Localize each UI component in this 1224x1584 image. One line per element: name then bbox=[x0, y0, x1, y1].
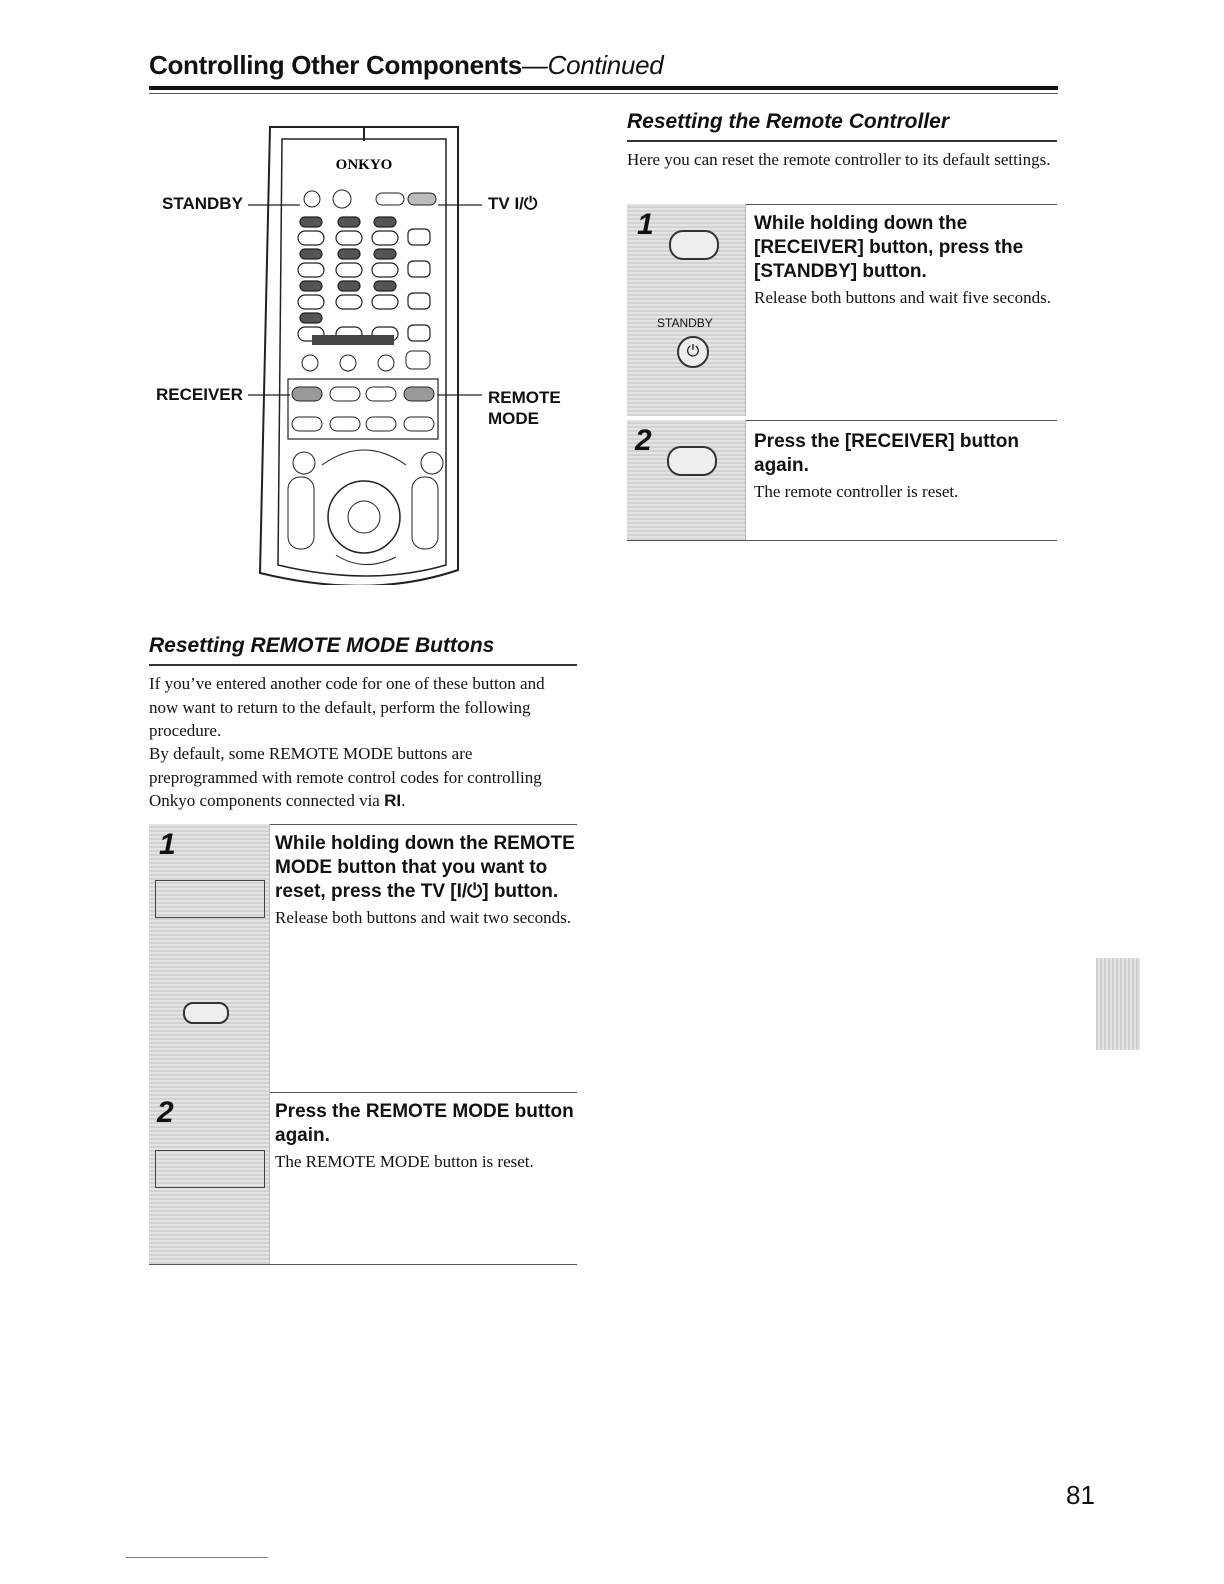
step-heading: Press the [RECEIVER] button again. bbox=[754, 431, 1019, 476]
page-header-title bbox=[149, 50, 663, 81]
receiver-button-icon bbox=[669, 230, 719, 260]
callout-standby: STANDBY bbox=[162, 194, 243, 213]
side-thumb-tab bbox=[1096, 958, 1140, 1050]
step-number: 1 bbox=[159, 828, 176, 861]
step-number: 2 bbox=[157, 1096, 174, 1129]
step-illustration bbox=[627, 420, 746, 540]
step-description: Release both buttons and wait two seconds. bbox=[275, 908, 572, 927]
section-rule-remote-mode bbox=[149, 664, 577, 666]
remote-mode-step-1 bbox=[149, 824, 577, 1092]
step-illustration bbox=[627, 204, 746, 416]
header-rule-thin bbox=[149, 93, 1058, 94]
callout-receiver: RECEIVER bbox=[156, 385, 243, 404]
footer-rule bbox=[126, 1557, 268, 1558]
header-continued: —Continued bbox=[521, 50, 664, 80]
step-illustration bbox=[149, 1092, 270, 1264]
page-number: 81 bbox=[1066, 1480, 1095, 1510]
step-description: The remote controller is reset. bbox=[754, 482, 959, 501]
header-main: Controlling Other Components bbox=[149, 50, 522, 80]
callout-remote-mode: REMOTE MODE bbox=[488, 388, 561, 428]
controller-step-2 bbox=[627, 420, 1057, 542]
remote-mode-buttons-icon bbox=[155, 1150, 265, 1188]
step-heading: Press the REMOTE MODE button again. bbox=[275, 1101, 574, 1146]
controller-intro: Here you can reset the remote controller to its default settings. bbox=[627, 150, 1051, 169]
step-heading: While holding down the REMOTE MODE button that you want to reset, press the TV [I/⏻] button. bbox=[275, 833, 575, 902]
section-rule-controller bbox=[627, 140, 1057, 142]
step-description: Release both buttons and wait five seconds. bbox=[754, 288, 1051, 307]
remote-illustration bbox=[150, 125, 580, 585]
header-rule bbox=[149, 86, 1058, 90]
section-title-controller: Resetting the Remote Controller bbox=[627, 110, 950, 133]
step-illustration bbox=[149, 824, 270, 1092]
remote-brand-text: ONKYO bbox=[335, 157, 393, 173]
standby-label: STANDBY bbox=[657, 316, 713, 330]
step-number: 2 bbox=[635, 424, 652, 457]
step-bottom-rule bbox=[149, 1264, 577, 1265]
step-bottom-rule bbox=[627, 540, 1057, 541]
controller-step-1 bbox=[627, 204, 1057, 416]
ri-logo: RI bbox=[384, 791, 402, 810]
remote-mode-step-2 bbox=[149, 1092, 577, 1266]
step-description: The REMOTE MODE button is reset. bbox=[275, 1152, 534, 1171]
step-number: 1 bbox=[637, 208, 654, 241]
tv-power-button-icon bbox=[183, 1002, 229, 1024]
receiver-button-icon bbox=[667, 446, 717, 476]
power-icon: ⏻ bbox=[677, 336, 709, 368]
section-title-remote-mode: Resetting REMOTE MODE Buttons bbox=[149, 634, 495, 657]
step-heading: While holding down the [RECEIVER] button, press the [STANDBY] button. bbox=[754, 213, 1024, 282]
remote-mode-intro: If you’ve entered another code for one of these button and now want to return to the default, perform the following procedure. bbox=[149, 674, 545, 740]
remote-mode-buttons-icon bbox=[155, 880, 265, 918]
callout-tv: TV I/⏻ bbox=[488, 194, 538, 213]
remote-mode-default-text: By default, some REMOTE MODE buttons are preprogrammed with remote control codes for controlling Onkyo components connected via RI. bbox=[149, 744, 542, 810]
default-text: By default, some REMOTE MODE buttons are preprogrammed with remote control codes for controlling Onkyo components connected via bbox=[149, 744, 542, 810]
